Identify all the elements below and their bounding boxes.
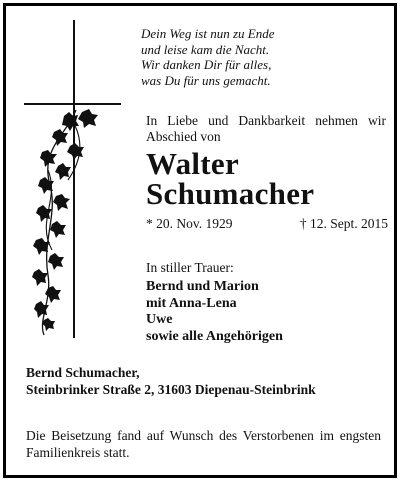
- cross-with-ivy-icon: [24, 20, 139, 345]
- birth-date: * 20. Nov. 1929: [146, 216, 233, 231]
- address-line: Steinbrinker Straße 2, 31603 Diepenau-Steinbrink: [26, 381, 316, 397]
- mourning-label: In stiller Trauer:: [146, 260, 234, 275]
- mourner-line: sowie alle Angehörigen: [146, 328, 283, 344]
- intro-line: In Liebe und Dankbarkeit nehmen wir: [146, 113, 386, 128]
- intro-line: Abschied von: [146, 129, 221, 144]
- poem-line: was Du für uns gemacht.: [141, 72, 271, 88]
- funeral-line: Die Beisetzung fand auf Wunsch des Verstorbenen im engsten: [26, 428, 381, 443]
- deceased-name: [146, 146, 315, 211]
- address-line: Bernd Schumacher,: [26, 365, 140, 380]
- poem-line: und leise kam die Nacht.: [141, 41, 270, 57]
- mourner-line: Uwe: [146, 312, 173, 327]
- funeral-line: Familienkreis statt.: [26, 444, 130, 460]
- contact-address: [26, 365, 316, 398]
- first-name: Walter: [146, 146, 240, 181]
- funeral-note: [26, 428, 381, 461]
- death-date: † 12. Sept. 2015: [299, 216, 388, 231]
- mourners-list: [146, 279, 283, 345]
- intro-text: [146, 113, 386, 145]
- obituary-notice: [3, 3, 397, 478]
- life-dates: [146, 216, 388, 232]
- poem: [141, 26, 274, 88]
- last-name: Schumacher: [146, 176, 315, 211]
- poem-line: Dein Weg ist nun zu Ende: [141, 26, 275, 41]
- mourner-line: mit Anna-Lena: [146, 295, 237, 311]
- poem-line: Wir danken Dir für alles,: [141, 57, 272, 72]
- mourner-line: Bernd und Marion: [146, 279, 259, 294]
- mourning-section: [146, 260, 283, 345]
